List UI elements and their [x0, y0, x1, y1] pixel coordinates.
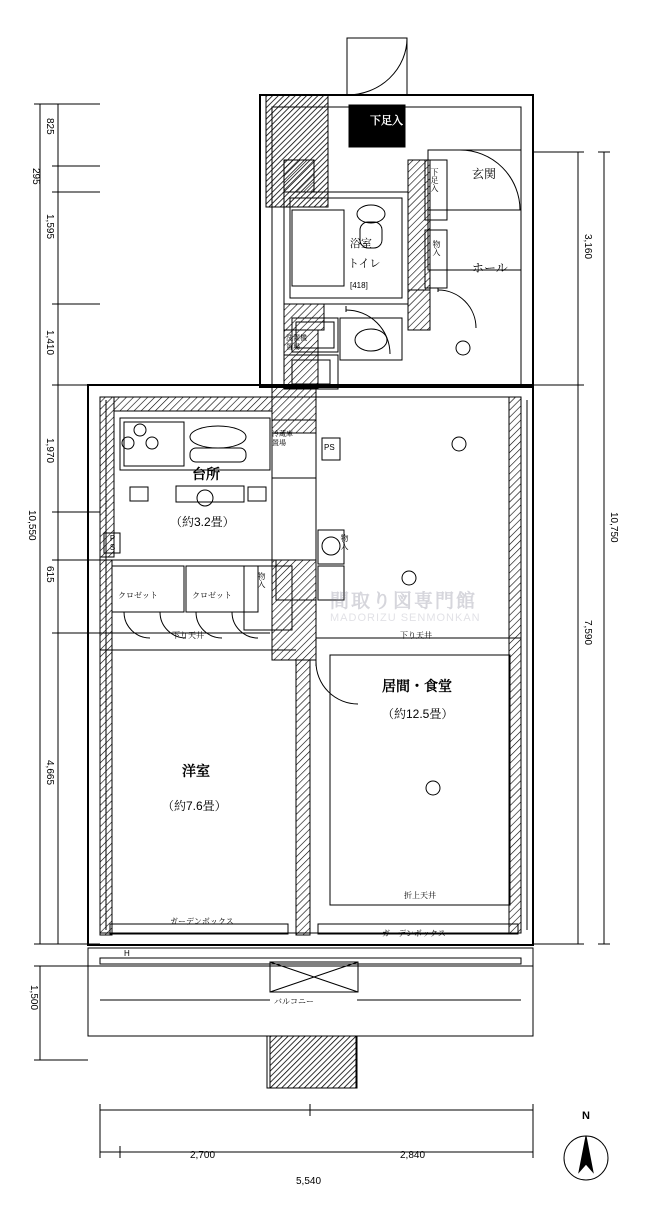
label-balcony: バルコニー: [274, 997, 314, 1006]
label-garden-box-1: ガーデンボックス: [170, 917, 234, 926]
label-ps-2: PS: [108, 534, 117, 552]
label-kitchen-name: 台所: [192, 466, 220, 482]
dim-bottom-1: 2,840: [400, 1150, 426, 1161]
label-bedroom-name: 洋室: [182, 763, 210, 779]
label-oshiire: 物入: [257, 572, 266, 588]
dim-bottom-2: 5,540: [296, 1176, 322, 1187]
dim-left-2: 1,595: [44, 214, 55, 240]
label-kuturi: 物入: [340, 534, 349, 550]
dim-right-1: 7,590: [582, 620, 593, 646]
dim-left-0: 825: [44, 118, 55, 135]
compass-label: N: [582, 1110, 590, 1122]
label-living-area: （約12.5畳）: [382, 707, 454, 721]
dim-left-1: 295: [30, 168, 41, 185]
label-bath: 浴室: [350, 238, 372, 250]
label-shoe: 下足入: [430, 168, 439, 192]
label-shoe-2: 物入: [432, 240, 441, 256]
dim-bottom-0: 2,700: [190, 1150, 216, 1161]
dim-left-6: 4,665: [44, 760, 55, 786]
label-bedroom-area: （約7.6畳）: [162, 799, 227, 813]
label-garden-box-2: ガーデンボックス: [382, 929, 446, 938]
label-fridge: 冷蔵庫 置場: [272, 431, 293, 447]
dim-left-7: 1,500: [28, 985, 39, 1011]
label-sagari-2: 下り天井: [400, 631, 432, 640]
label-closet-2: クロゼット: [192, 591, 232, 600]
label-living-name: 居間・食堂: [382, 678, 452, 694]
label-closet-1: クロゼット: [118, 591, 158, 600]
label-toilet: トイレ: [348, 258, 381, 270]
label-ps-1: PS: [324, 443, 335, 452]
dim-left-8: 10,550: [26, 510, 37, 541]
label-entrance: 玄関: [472, 167, 497, 181]
label-oriage: 折上天井: [404, 891, 436, 900]
dim-left-3: 1,410: [44, 330, 55, 356]
watermark-line2: MADORIZU SENMONKAN: [330, 612, 481, 624]
label-hall: ホール: [472, 261, 508, 275]
label-kitchen-area: （約3.2畳）: [170, 515, 235, 529]
dim-right-2: 10,750: [608, 512, 619, 543]
dim-left-4: 1,970: [44, 438, 55, 464]
label-mb: 下足入: [370, 115, 403, 127]
watermark-line1: 間取り図専門館: [330, 591, 478, 612]
label-bath-code: [418]: [350, 281, 368, 290]
label-washer: 洗濯機 置場: [286, 335, 307, 351]
label-sagari-1: 下り天井: [172, 631, 204, 640]
dim-right-0: 3,160: [582, 234, 593, 260]
dim-left-5: 615: [44, 566, 55, 583]
label-h-mark: H: [124, 949, 130, 958]
